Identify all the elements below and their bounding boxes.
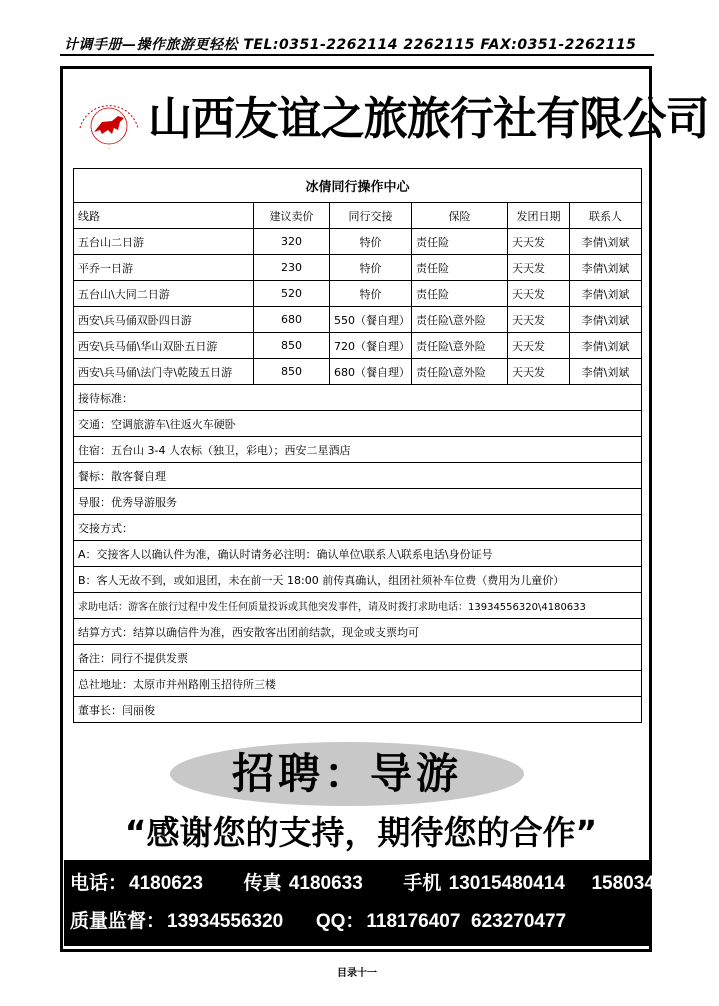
- insurance-cell: 责任险: [412, 255, 508, 281]
- table-row: [74, 359, 642, 385]
- table-title-row: [74, 169, 642, 203]
- price-cell: 230: [254, 255, 330, 281]
- fax-label: 传真: [243, 873, 282, 894]
- table-row: [74, 229, 642, 255]
- contact-cell: 李倩\刘斌: [570, 281, 642, 307]
- date-cell: 天天发: [508, 333, 570, 359]
- header-divider: [60, 54, 654, 56]
- contact-cell: 李倩\刘斌: [570, 359, 642, 385]
- price-cell: 850: [254, 359, 330, 385]
- header-cell: 保险: [412, 203, 508, 229]
- table-header-row: [74, 203, 642, 229]
- note-row: [74, 593, 642, 619]
- handover-cell: 特价: [330, 229, 412, 255]
- route-cell: 五台山二日游: [74, 229, 254, 255]
- note-row: [74, 567, 642, 593]
- note-row: [74, 515, 642, 541]
- insurance-cell: 责任险\意外险: [412, 333, 508, 359]
- date-cell: 天天发: [508, 359, 570, 385]
- note-row: [74, 619, 642, 645]
- note-row: [74, 671, 642, 697]
- date-cell: 天天发: [508, 307, 570, 333]
- contact-line-1: [70, 868, 708, 895]
- insurance-cell: 责任险\意外险: [412, 359, 508, 385]
- quality-value: 13934556320: [167, 911, 284, 932]
- header-cell: 联系人: [570, 203, 642, 229]
- mobile-value-2: 15803400521: [591, 873, 708, 894]
- insurance-cell: 责任险: [412, 229, 508, 255]
- header-cell: 线路: [74, 203, 254, 229]
- note-handover-method: 交接方式：: [74, 515, 642, 541]
- note-row: [74, 437, 642, 463]
- table-row: [74, 281, 642, 307]
- header-line: 计调手册—操作旅游更轻松 TEL:0351-2262114 2262115 FAX:0351-2262115: [64, 37, 637, 53]
- handover-cell: 550（餐自理）: [330, 307, 412, 333]
- handover-cell: 特价: [330, 281, 412, 307]
- thanks-slogan: “感谢您的支持，期待您的合作”: [124, 813, 598, 852]
- note-head-office: 总社地址：太原市并州路刚玉招待所三楼: [74, 671, 642, 697]
- note-guide: 导服：优秀导游服务: [74, 489, 642, 515]
- note-help-phone: 求助电话：游客在旅行过程中发生任何质量投诉或其他突发事件，请及时拨打求助电话：13934556320\4180633: [74, 593, 642, 619]
- svg-text:·: ·: [108, 146, 110, 152]
- contact-box: [64, 860, 708, 946]
- route-cell: 西安\兵马俑\华山双卧五日游: [74, 333, 254, 359]
- tel-label: 电话：: [70, 873, 128, 894]
- note-accommodation: 住宿：五台山 3-4 人农标（独卫，彩电）；西安二星酒店: [74, 437, 642, 463]
- header-cell: 建议卖价: [254, 203, 330, 229]
- header-cell: 发团日期: [508, 203, 570, 229]
- contact-line-2: [70, 906, 566, 933]
- fax-value: 4180633: [288, 873, 363, 894]
- price-cell: 320: [254, 229, 330, 255]
- insurance-cell: 责任险: [412, 281, 508, 307]
- company-name: 山西友谊之旅旅行社有限公司: [148, 92, 709, 145]
- contact-cell: 李倩\刘斌: [570, 255, 642, 281]
- note-row: [74, 411, 642, 437]
- note-row: [74, 697, 642, 723]
- note-chairman: 董事长：闫丽俊: [74, 697, 642, 723]
- note-meals: 餐标：散客餐自理: [74, 463, 642, 489]
- note-row: [74, 463, 642, 489]
- route-cell: 西安\兵马俑双卧四日游: [74, 307, 254, 333]
- horse-logo-icon: [72, 88, 146, 154]
- price-cell: 520: [254, 281, 330, 307]
- qq-value: 118176407 623270477: [366, 911, 567, 932]
- price-cell: 850: [254, 333, 330, 359]
- route-cell: 西安\兵马俑\法门寺\乾陵五日游: [74, 359, 254, 385]
- handover-cell: 680（餐自理）: [330, 359, 412, 385]
- note-handover-a: A：交接客人以确认件为准，确认时请务必注明：确认单位\联系人\联系电话\身份证号: [74, 541, 642, 567]
- qq-label: QQ：: [315, 911, 365, 932]
- route-cell: 平乔一日游: [74, 255, 254, 281]
- note-row: [74, 489, 642, 515]
- contact-cell: 李倩\刘斌: [570, 333, 642, 359]
- route-cell: 五台山\大同二日游: [74, 281, 254, 307]
- note-transport: 交通：空调旅游车\往返火车硬卧: [74, 411, 642, 437]
- contact-cell: 李倩\刘斌: [570, 229, 642, 255]
- note-reception-standard: 接待标准：: [74, 385, 642, 411]
- date-cell: 天天发: [508, 281, 570, 307]
- table-row: [74, 307, 642, 333]
- note-row: [74, 385, 642, 411]
- table-row: [74, 255, 642, 281]
- note-handover-b: B：客人无故不到，或如退团，未在前一天 18:00 前传真确认，组团社须补车位费（费用为儿童价）: [74, 567, 642, 593]
- table-row: [74, 333, 642, 359]
- date-cell: 天天发: [508, 229, 570, 255]
- note-row: [74, 645, 642, 671]
- note-row: [74, 541, 642, 567]
- mobile-label: 手机: [403, 873, 442, 894]
- mobile-value-1: 13015480414: [448, 873, 565, 894]
- page-footer: 目录十一: [337, 968, 377, 979]
- table-title: 冰倩同行操作中心: [74, 169, 642, 203]
- note-remarks: 备注：同行不提供发票: [74, 645, 642, 671]
- contact-cell: 李倩\刘斌: [570, 307, 642, 333]
- handover-cell: 720（餐自理）: [330, 333, 412, 359]
- handover-cell: 特价: [330, 255, 412, 281]
- insurance-cell: 责任险\意外险: [412, 307, 508, 333]
- route-table: [73, 168, 642, 723]
- price-cell: 680: [254, 307, 330, 333]
- tel-value: 4180623: [129, 873, 203, 894]
- quality-label: 质量监督：: [70, 911, 166, 932]
- date-cell: 天天发: [508, 255, 570, 281]
- note-settlement: 结算方式：结算以确信件为准，西安散客出团前结款，现金或支票均可: [74, 619, 642, 645]
- header-cell: 同行交接: [330, 203, 412, 229]
- recruit-banner: 招聘：导游: [231, 749, 462, 798]
